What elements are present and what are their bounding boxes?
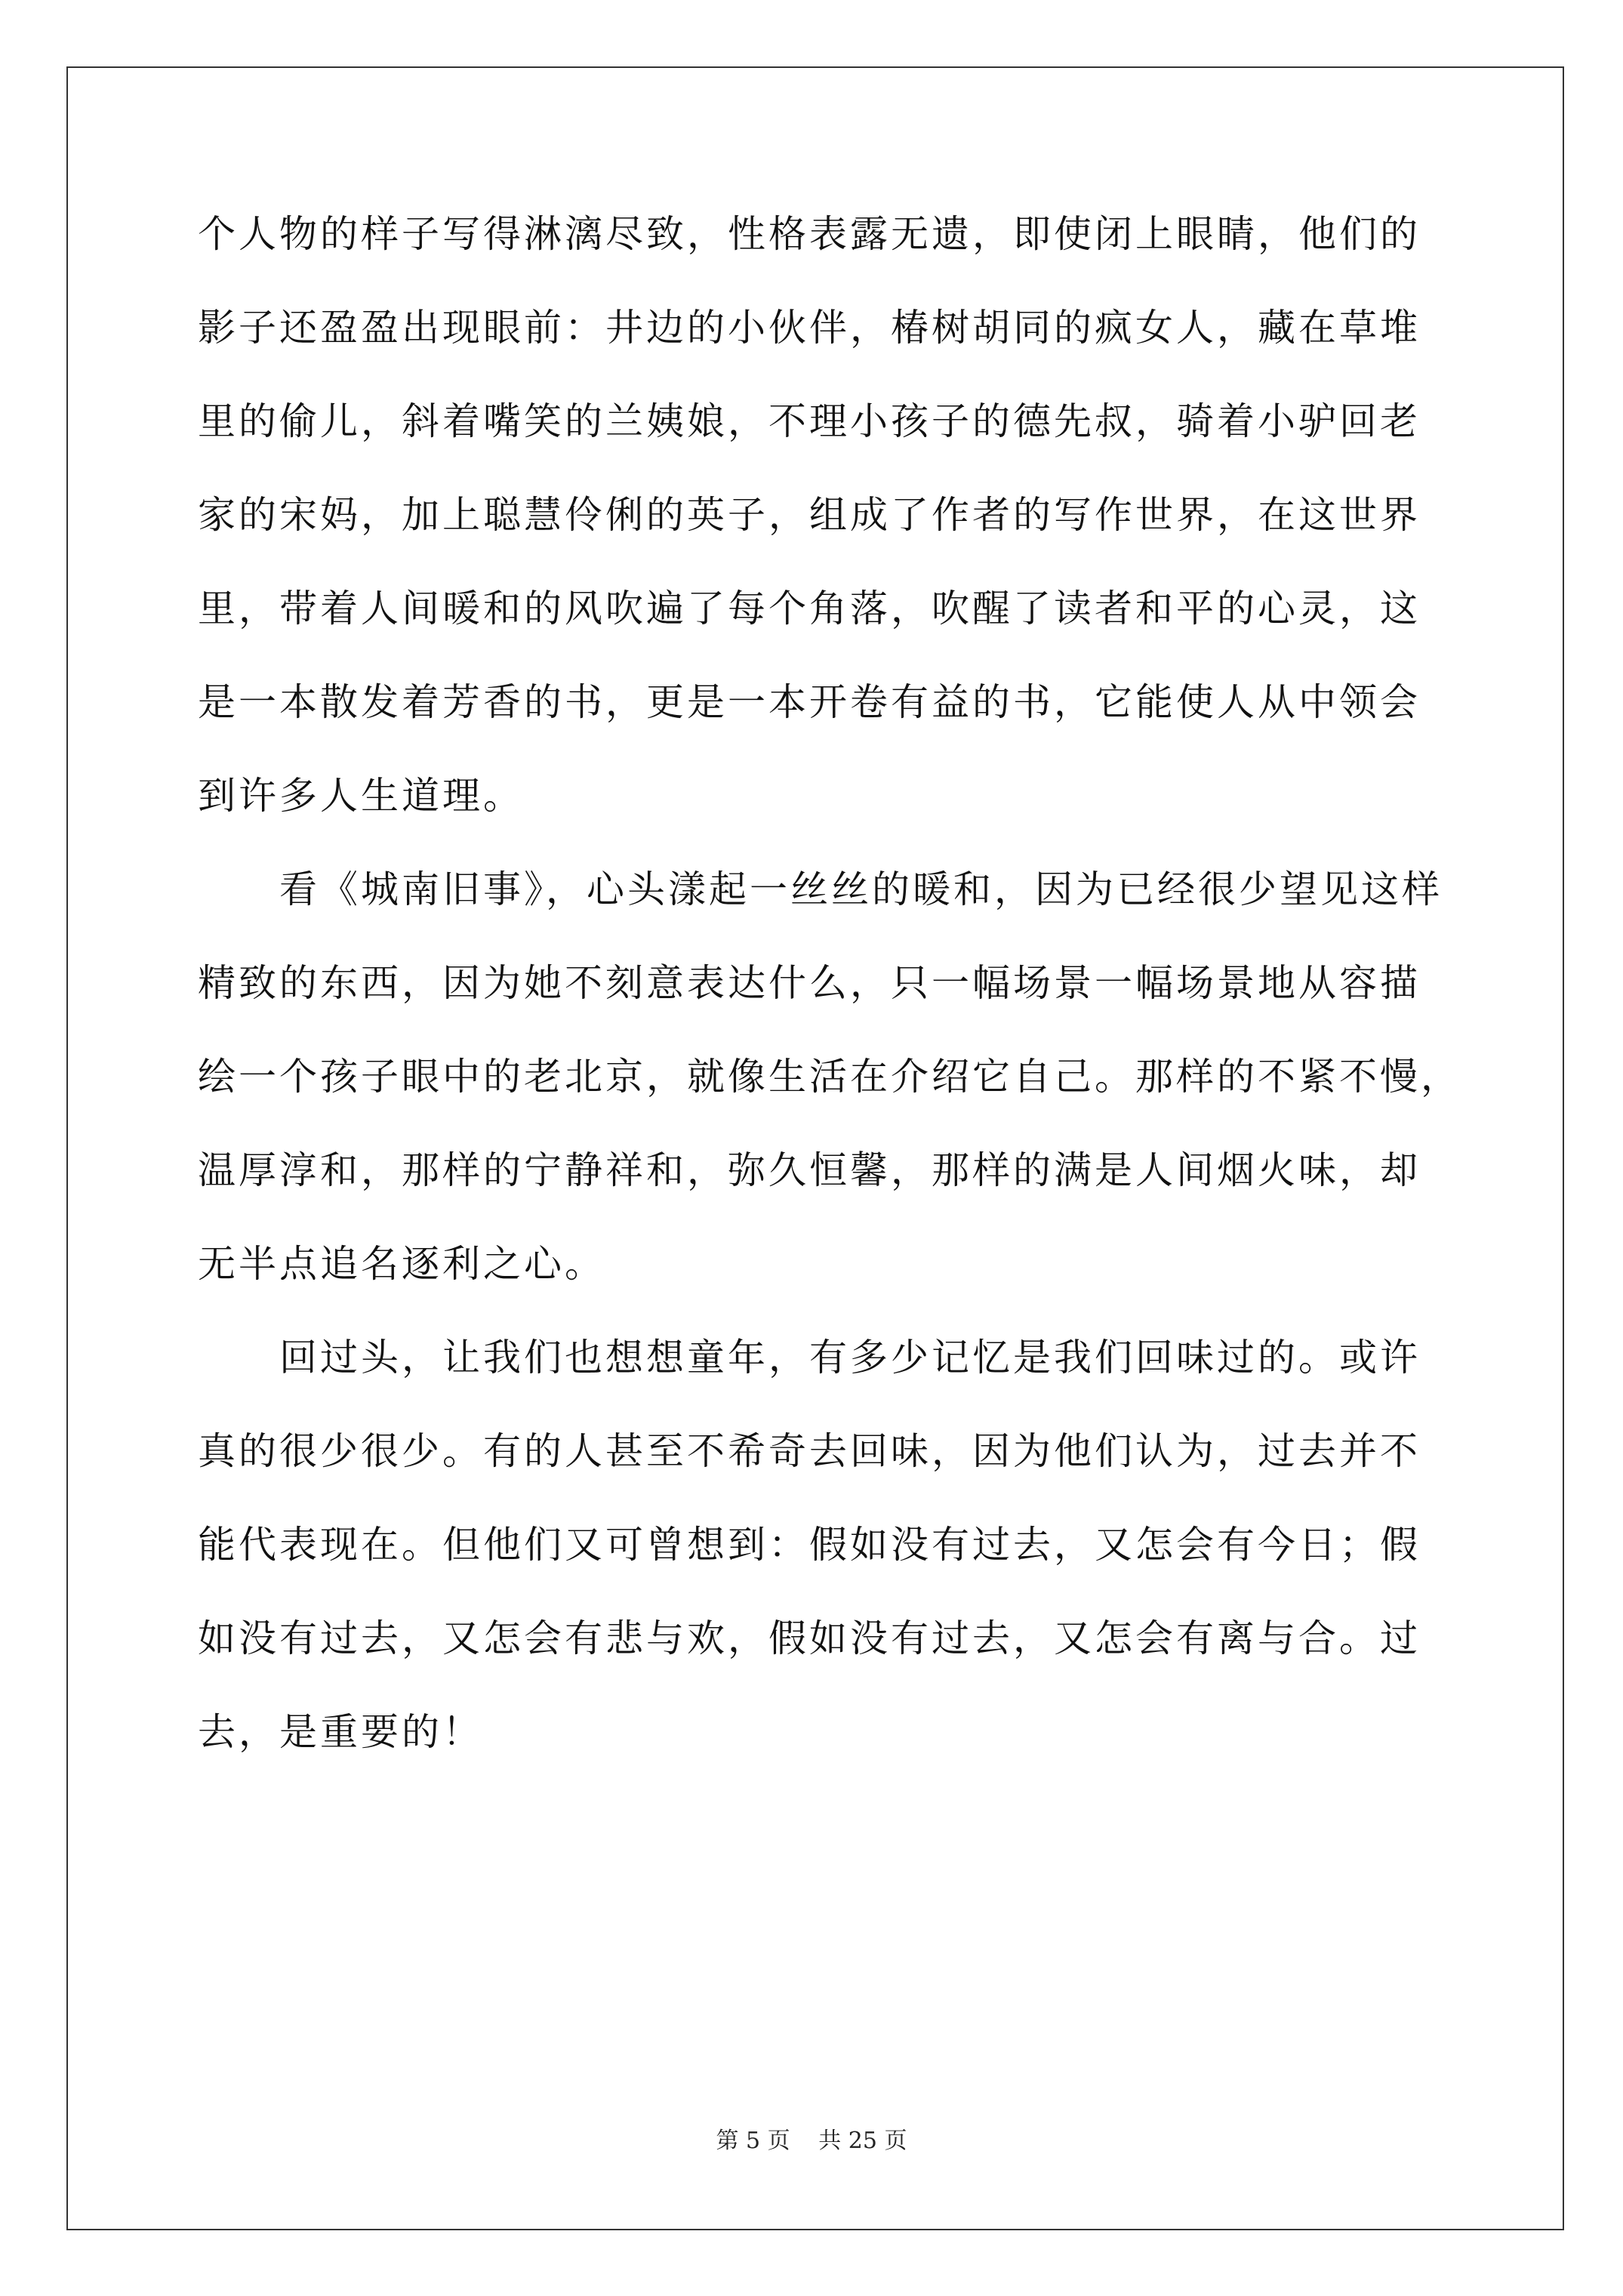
paragraph-first-line: 回过头，让我们也想想童年，有多少记忆是我们回味过的。或许 (279, 1336, 1421, 1379)
text-line: 是一本散发着芳香的书，更是一本开卷有益的书，它能使人从中领会 (198, 680, 1421, 724)
text-line: 精致的东西，因为她不刻意表达什么，只一幅场景一幅场景地从容描 (198, 961, 1421, 1005)
text-line: 里，带着人间暖和的风吹遍了每个角落，吹醒了读者和平的心灵，这 (198, 587, 1421, 630)
text-line: 个人物的样子写得淋漓尽致，性格表露无遗，即使闭上眼睛，他们的 (198, 212, 1421, 256)
text-line: 真的很少很少。有的人甚至不希奇去回味，因为他们认为，过去并不 (198, 1429, 1421, 1473)
text-line: 去，是重要的！ (198, 1710, 483, 1754)
text-line: 绘一个孩子眼中的老北京，就像生活在介绍它自己。那样的不紧不慢， (198, 1055, 1461, 1099)
page-total: 共 25 页 (818, 2128, 907, 2154)
text-line: 到许多人生道理。 (198, 774, 524, 818)
text-line: 温厚淳和，那样的宁静祥和，弥久恒馨，那样的满是人间烟火味，却 (198, 1148, 1421, 1192)
text-line: 影子还盈盈出现眼前：井边的小伙伴，椿树胡同的疯女人，藏在草堆 (198, 306, 1421, 350)
page-number: 第 5 页 (716, 2128, 790, 2154)
text-line: 无半点追名逐利之心。 (198, 1242, 605, 1286)
page-footer (0, 2122, 1623, 2155)
text-line: 如没有过去，又怎会有悲与欢，假如没有过去，又怎会有离与合。过 (198, 1616, 1421, 1660)
paragraph-first-line: 看《城南旧事》，心头漾起一丝丝的暖和，因为已经很少望见这样 (279, 868, 1443, 911)
text-line: 里的偷儿，斜着嘴笑的兰姨娘，不理小孩子的德先叔，骑着小驴回老 (198, 399, 1421, 443)
text-line: 能代表现在。但他们又可曾想到：假如没有过去，又怎会有今日；假 (198, 1523, 1421, 1567)
text-line: 家的宋妈，加上聪慧伶俐的英子，组成了作者的写作世界，在这世界 (198, 493, 1421, 537)
